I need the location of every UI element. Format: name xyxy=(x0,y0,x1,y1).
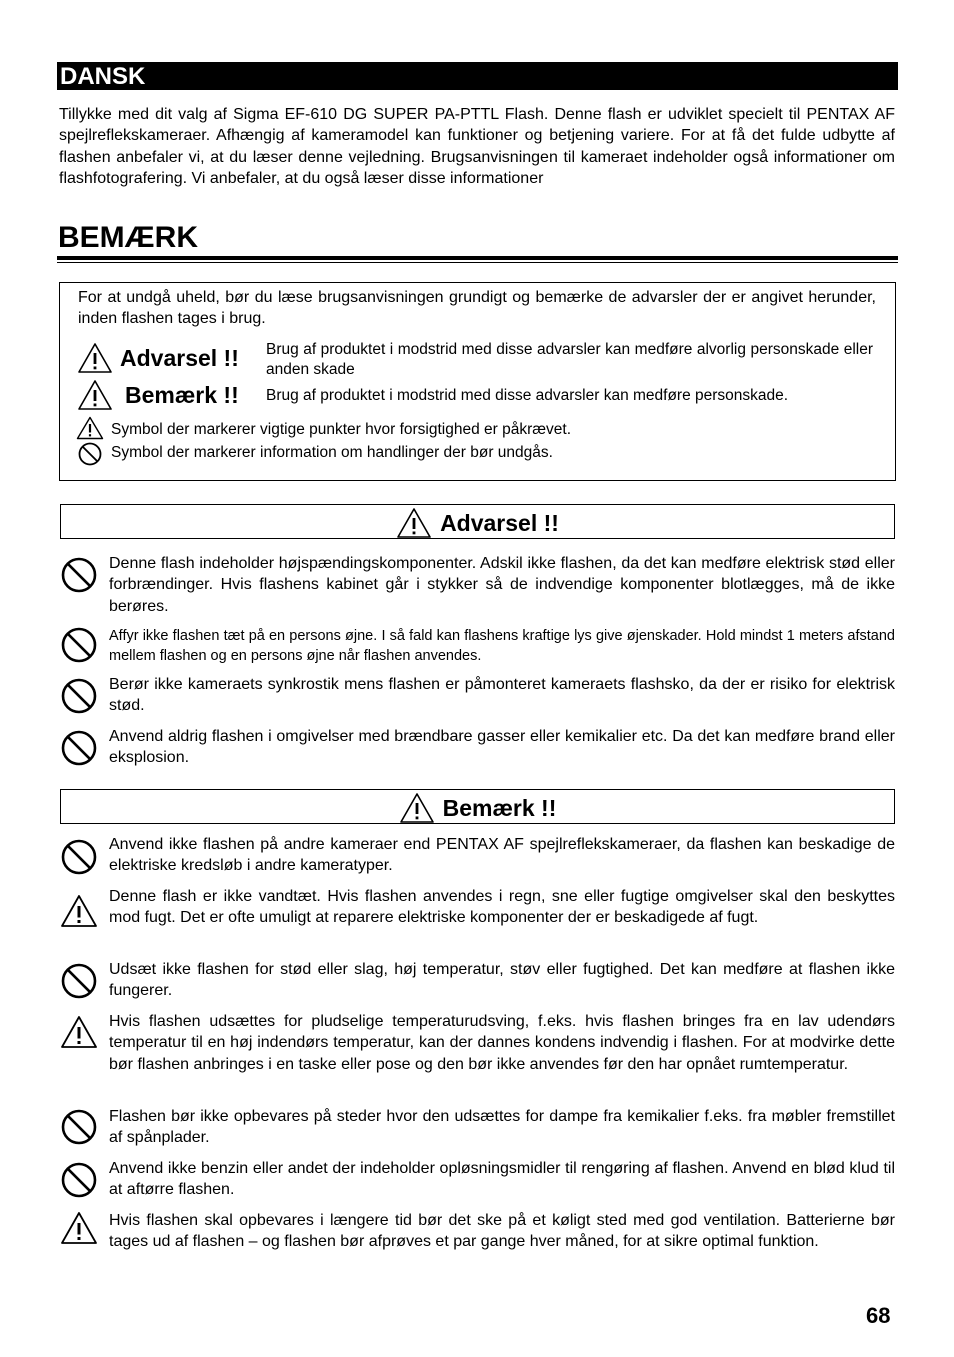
warning-item-text: Denne flash indeholder højspændingskomponenter. Adskil ikke flashen, da det kan medføre elektrisk stød eller forbrændinger. Hvis flashens kabinet går i stykker så de indvendige komponenter blotlægges, må de ikke berøres. xyxy=(109,555,895,615)
warning-triangle-icon xyxy=(77,379,113,411)
prohibition-icon xyxy=(60,838,98,876)
intro-paragraph: Tillykke med dit valg af Sigma EF-610 DG SUPER PA-PTTL Flash. Denne flash er udviklet specielt til PENTAX AF spejlreflekskameraer. Afhængig af kameramodel kan funktioner og betjening variere. For at få det fulde udbytte af flashen anbefaler vi, at du læser denne vejledning. Brugsanvisningen til kameraet indeholder også informationer om flashfotografering. Vi anbefaler, at du også læser disse informationer xyxy=(59,106,895,187)
caution-triangle-icon xyxy=(60,1211,98,1245)
warning-item-text: Affyr ikke flashen tæt på en persons øjne. I så fald kan flashens kraftige lys give øjenskader. Hold mindst 1 meters afstand mellem flashen og en persons øjne når flashen anvendes. xyxy=(109,628,895,664)
caution-triangle-icon xyxy=(60,1015,98,1049)
prohibition-icon xyxy=(60,962,98,1000)
caution-section-header xyxy=(60,789,895,824)
level-warning-label: Advarsel !! xyxy=(120,345,239,371)
prohibition-icon xyxy=(77,442,103,466)
caution-item-text: Anvend ikke flashen på andre kameraer end PENTAX AF spejlreflekskameraer, da flashen kan beskadige de elektriske kredsløb i andre kameratyper. xyxy=(109,836,895,875)
prohibition-icon xyxy=(60,556,98,594)
level-caution-text: Brug af produktet i modstrid med disse advarsler kan medføre personskade. xyxy=(266,387,789,404)
warning-section-label: Advarsel !! xyxy=(440,509,559,536)
caution-item-text: Flashen bør ikke opbevares på steder hvor den udsættes for dampe fra kemikalier f.eks. fra møbler fremstillet af spånplader. xyxy=(109,1108,895,1147)
warning-item-text: Berør ikke kameraets synkrostik mens flashen er påmonteret kameraets flashsko, da der er risiko for elektrisk stød. xyxy=(109,676,895,715)
caution-item-text: Denne flash er ikke vandtæt. Hvis flashen anvendes i regn, sne eller fugtige omgivelser skal den beskyttes mod fugt. Det er ofte umuligt at reparere elektriske komponenter der er beskadigede af fugt. xyxy=(109,888,895,927)
warning-triangle-icon xyxy=(399,792,435,824)
page-number: 68 xyxy=(866,1303,891,1328)
symbol-prohibition-text: Symbol der markerer information om handlinger der bør undgås. xyxy=(111,444,553,461)
prohibition-icon xyxy=(60,677,98,715)
level-warning-text: Brug af produktet i modstrid med disse advarsler kan medføre alvorlig personskade eller anden skade xyxy=(266,341,873,378)
notice-intro: For at undgå uheld, bør du læse brugsanvisningen grundigt og bemærke de advarsler der er angivet herunder, inden flashen tages i brug. xyxy=(78,289,876,328)
caution-triangle-icon xyxy=(60,894,98,928)
prohibition-icon xyxy=(60,1108,98,1146)
warning-triangle-icon xyxy=(396,507,432,539)
language-header-bar xyxy=(57,62,898,90)
prohibition-icon xyxy=(60,729,98,767)
caution-triangle-icon xyxy=(76,416,104,440)
caution-item-text: Hvis flashen udsættes for pludselige temperaturudsving, f.eks. hvis flashen bringes fra en lav udendørs temperatur til en høj indendørs temperatur, kan der dannes kondens indvendig i flashen. For at modvirke dette bør flashen anbringes i en taske eller pose og den bør ikke anvendes før den har opnået rumtemperatur. xyxy=(109,1013,895,1073)
language-header: DANSK xyxy=(60,63,146,90)
level-caution-label: Bemærk !! xyxy=(125,382,239,408)
page-title: BEMÆRK xyxy=(58,221,198,254)
warning-section-header xyxy=(60,504,895,539)
caution-item-text: Udsæt ikke flashen for stød eller slag, høj temperatur, støv eller fugtighed. Det kan medføre at flashen ikke fungerer. xyxy=(109,961,895,1000)
caution-item-text: Anvend ikke benzin eller andet der indeholder opløsningsmidler til rengøring af flashen. Anvend en blød klud til at aftørre flashen. xyxy=(109,1160,895,1199)
title-rule-thin xyxy=(57,262,898,263)
warning-triangle-icon xyxy=(77,342,113,374)
caution-section-label: Bemærk !! xyxy=(442,794,557,821)
title-rule-thick xyxy=(57,256,898,260)
caution-item-text: Hvis flashen skal opbevares i længere tid bør det ske på et køligt sted med god ventilation. Batterierne bør tages ud af flashen – og flashen bør afprøves et par gange hver måned, for at sikre optimal funktion. xyxy=(109,1212,895,1251)
warning-item-text: Anvend aldrig flashen i omgivelser med brændbare gasser eller kemikalier etc. Da det kan medføre brand eller eksplosion. xyxy=(109,728,895,767)
symbol-caution-text: Symbol der markerer vigtige punkter hvor forsigtighed er påkrævet. xyxy=(111,421,572,438)
prohibition-icon xyxy=(60,626,98,664)
prohibition-icon xyxy=(60,1161,98,1199)
